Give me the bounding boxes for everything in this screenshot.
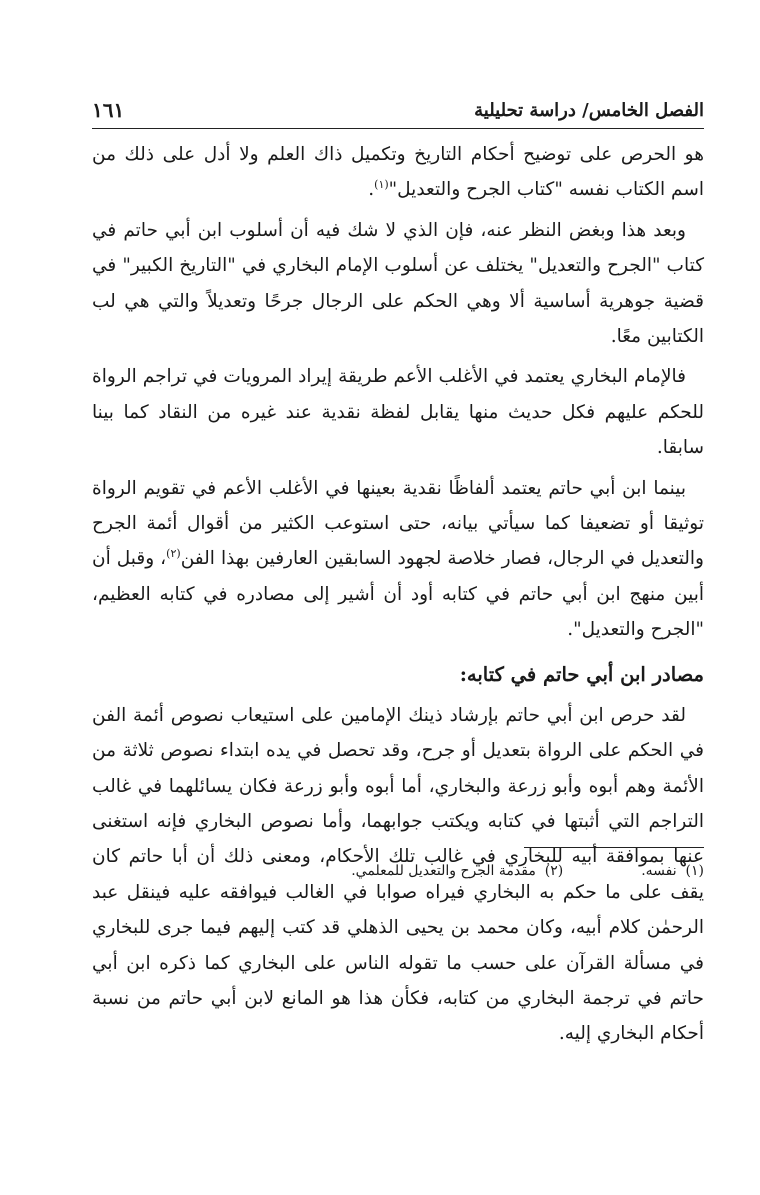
footnote-2-text: مقدمة الجرح والتعديل للمعلمي. [351, 863, 536, 879]
paragraph-1 [92, 137, 704, 208]
running-header [92, 92, 704, 129]
paragraph-5: لقد حرص ابن أبي حاتم بإرشاد ذينك الإمامين على استيعاب نصوص أئمة الفن في الحكم على الرواة بتعديل أو جرح، وقد تحصل في يده ابتداء نصوص ثلاثة من الأئمة وهم أبوه وأبو زرعة والبخاري، أما أبوه وأبو زرعة فكان يسائلهما في غالب التراجم التي أثبتها في كتابه ويكتب جوابهما، وأما نصوص البخاري فإنه استغنى عنها بموافقة أبيه للبخاري في غالب تلك الأحكام، ومعنى ذلك أن أبا حاتم كان يقف على ما حكم به البخاري فيراه صوابا في الغالب فيوافقه عليه فينقل عبد الرحمٰن كلام أبيه، وكان محمد بن يحيى الذهلي قد كتب إليهم فيما جرى للبخاري في مسألة القرآن على حسب ما تقوله الناس على البخاري كما ذكره ابن أبي حاتم في ترجمة البخاري من كتابه، فكأن هذا هو المانع لابن أبي حاتم من نسبة أحكام البخاري إليه. [92, 704, 704, 1045]
page-number: ١٦١ [92, 98, 125, 122]
footnote-1 [641, 860, 704, 882]
footnote-ref-2: (٢) [166, 547, 181, 561]
paragraph-2: وبعد هذا وبغض النظر عنه، فإن الذي لا شك فيه أن أسلوب ابن أبي حاتم في كتاب "الجرح والتعديل" يختلف عن أسلوب الإمام البخاري في "التاريخ الكبير" في قضية جوهرية أساسية ألا وهي الحكم على الرجال جرحًا وتعديلاً والتي هي لب الكتابين معًا. [92, 219, 704, 348]
paragraph-4 [92, 471, 704, 648]
body-text [92, 137, 704, 1052]
section-heading: مصادر ابن أبي حاتم في كتابه: [459, 662, 704, 686]
paragraph-1-end: . [368, 179, 375, 201]
footnote-2 [351, 860, 563, 882]
paragraph-3: فالإمام البخاري يعتمد في الأغلب الأعم طريقة إيراد المرويات في تراجم الرواة للحكم عليهم فكل حديث منها يقابل لفظة نقدية عند غيره من النقاد كما بينا سابقا. [92, 366, 704, 459]
paragraph-1-text: هو الحرص على توضيح أحكام التاريخ وتكميل ذاك العلم ولا أدل على ذلك من اسم الكتاب نفسه "كتاب الجرح والتعديل" [92, 144, 704, 201]
footnote-1-text: نفسه. [641, 863, 677, 879]
chapter-title: الفصل الخامس/ دراسة تحليلية [474, 99, 704, 121]
footnote-1-number: (١) [685, 863, 704, 879]
footnote-2-number: (٢) [544, 863, 564, 879]
footnotes [92, 860, 704, 882]
footnote-divider [524, 847, 704, 848]
paragraph-4-text-a: بينما ابن أبي حاتم يعتمد ألفاظًا نقدية بعينها في الأغلب الأعم في تقويم الرواة توثيقا أو تضعيفا كما سيأتي بيانه، حتى استوعب الكثير من أقوال أئمة الجرح والتعديل في الرجال، فصار خلاصة لجهود السابقين العارفين بهذا الفن [92, 477, 704, 570]
paragraph-4-text-b: ، وقبل أن أبين منهج ابن أبي حاتم في كتابه أود أن أشير إلى مصادره في كتابه العظيم، "الجرح والتعديل". [92, 548, 704, 641]
footnote-ref-1: (١) [374, 178, 389, 192]
book-page [92, 92, 704, 1057]
